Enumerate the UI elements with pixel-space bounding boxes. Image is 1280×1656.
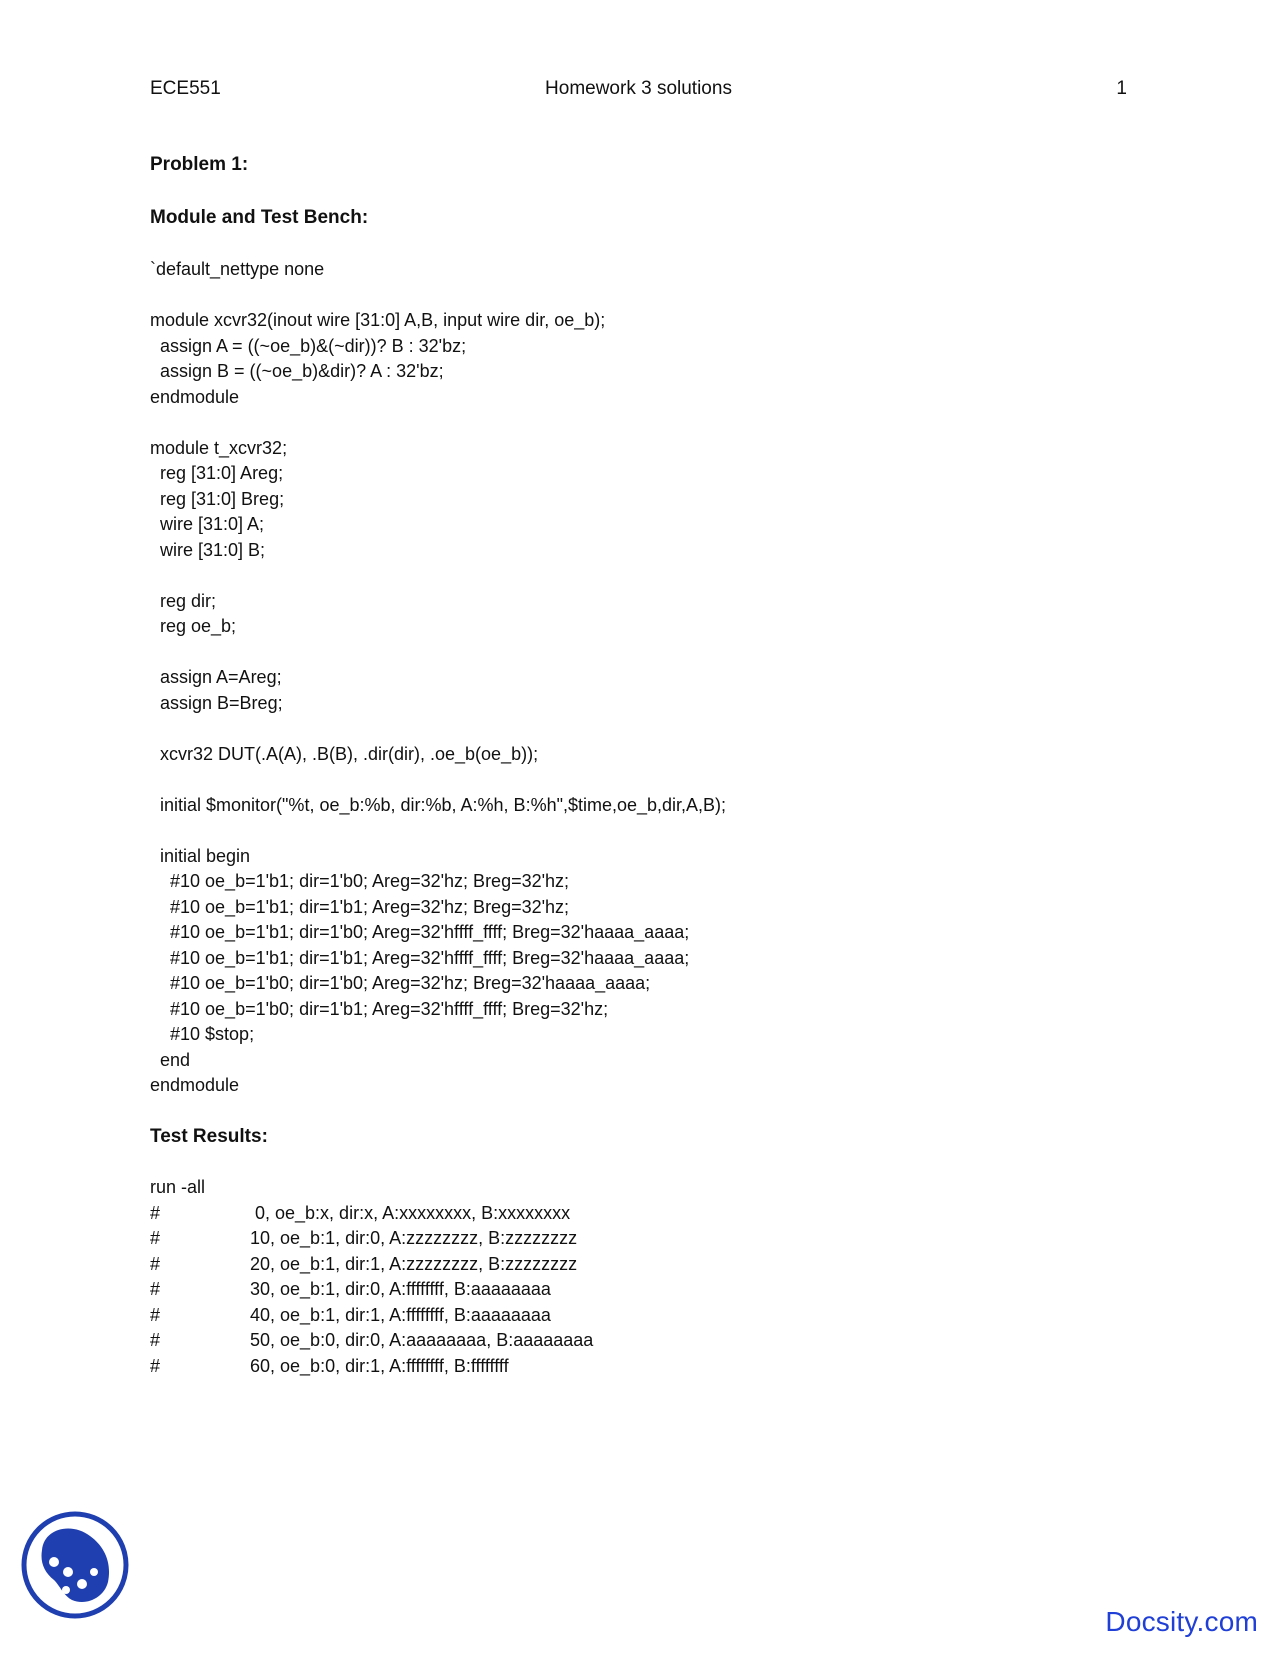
code-line — [150, 283, 1150, 309]
code-line: assign A = ((~oe_b)&(~dir))? B : 32'bz; — [150, 335, 467, 356]
code-line: module t_xcvr32; — [150, 437, 288, 458]
course-code: ECE551 — [150, 78, 221, 99]
result-text: 30, oe_b:1, dir:0, A:ffffffff, B:aaaaaaaa — [250, 1279, 551, 1299]
result-hash: # — [150, 1355, 161, 1376]
code-line: reg [31:0] Areg; — [150, 463, 284, 483]
result-hash: # — [150, 1228, 161, 1248]
result-text: 40, oe_b:1, dir:1, A:ffffffff, B:aaaaaaaa — [250, 1304, 551, 1325]
result-hash: # — [150, 1279, 161, 1299]
run-command: run -all — [150, 1177, 206, 1197]
code-block — [150, 257, 1150, 1099]
result-hash: # — [150, 1304, 161, 1325]
result-text: 50, oe_b:0, dir:0, A:aaaaaaaa, B:aaaaaaaa — [250, 1330, 594, 1350]
code-line: end — [150, 1049, 191, 1070]
code-line: reg oe_b; — [150, 616, 237, 636]
problem-heading: Problem 1: — [150, 154, 249, 175]
docsity-brand-link[interactable]: Docsity.com — [1105, 1606, 1258, 1637]
results-block — [150, 1175, 1150, 1379]
result-row — [150, 1303, 1150, 1329]
code-line: #10 oe_b=1'b1; dir=1'b1; Areg=32'hz; Breg=32'hz; — [150, 896, 570, 917]
code-line: initial $monitor("%t, oe_b:%b, dir:%b, A:%h, B:%h",$time,oe_b,dir,A,B); — [150, 794, 727, 815]
code-line — [150, 410, 1150, 436]
result-row — [150, 1277, 1150, 1303]
result-hash: # — [150, 1202, 161, 1223]
code-line: #10 oe_b=1'b0; dir=1'b1; Areg=32'hffff_ffff; Breg=32'hz; — [150, 998, 609, 1019]
code-line: wire [31:0] A; — [150, 514, 265, 534]
result-text: 0, oe_b:x, dir:x, A:xxxxxxxx, B:xxxxxxxx — [250, 1202, 571, 1223]
code-line: #10 $stop; — [150, 1024, 255, 1044]
code-line: wire [31:0] B; — [150, 539, 266, 560]
result-text: 20, oe_b:1, dir:1, A:zzzzzzzz, B:zzzzzzzz — [250, 1253, 578, 1274]
code-line — [150, 563, 1150, 589]
code-line: assign B=Breg; — [150, 692, 283, 713]
document-title: Homework 3 solutions — [545, 78, 732, 99]
result-hash: # — [150, 1330, 161, 1350]
result-row — [150, 1201, 1150, 1227]
logo-graphic — [20, 1510, 130, 1620]
code-line — [150, 767, 1150, 793]
result-row — [150, 1252, 1150, 1278]
result-text: 60, oe_b:0, dir:1, A:ffffffff, B:ffffffff — [250, 1355, 509, 1376]
code-line: endmodule — [150, 1075, 240, 1095]
code-line — [150, 640, 1150, 666]
code-line: initial begin — [150, 845, 251, 866]
module-heading: Module and Test Bench: — [150, 206, 369, 228]
result-row — [150, 1226, 1150, 1252]
code-line: #10 oe_b=1'b1; dir=1'b0; Areg=32'hffff_ffff; Breg=32'haaaa_aaaa; — [150, 922, 690, 942]
result-text: 10, oe_b:1, dir:0, A:zzzzzzzz, B:zzzzzzzz — [250, 1228, 578, 1248]
code-line: assign B = ((~oe_b)&dir)? A : 32'bz; — [150, 361, 444, 381]
result-row — [150, 1328, 1150, 1354]
code-line: #10 oe_b=1'b0; dir=1'b0; Areg=32'hz; Breg=32'haaaa_aaaa; — [150, 973, 651, 993]
page-header — [150, 76, 1127, 102]
code-line: assign A=Areg; — [150, 667, 282, 687]
code-line: reg dir; — [150, 590, 217, 611]
document-body — [150, 152, 1150, 1379]
code-line: #10 oe_b=1'b1; dir=1'b1; Areg=32'hffff_ffff; Breg=32'haaaa_aaaa; — [150, 947, 690, 968]
code-line — [150, 818, 1150, 844]
code-line: `default_nettype none — [150, 259, 325, 279]
code-line: endmodule — [150, 386, 240, 407]
code-line — [150, 716, 1150, 742]
docsity-logo-icon[interactable] — [20, 1510, 130, 1620]
code-line: xcvr32 DUT(.A(A), .B(B), .dir(dir), .oe_b(oe_b)); — [150, 743, 539, 764]
page-number: 1 — [1116, 78, 1127, 99]
code-line: #10 oe_b=1'b1; dir=1'b0; Areg=32'hz; Breg=32'hz; — [150, 871, 570, 891]
result-row — [150, 1354, 1150, 1380]
code-line: reg [31:0] Breg; — [150, 488, 285, 509]
results-heading: Test Results: — [150, 1126, 268, 1147]
code-line: module xcvr32(inout wire [31:0] A,B, input wire dir, oe_b); — [150, 310, 606, 330]
result-hash: # — [150, 1253, 161, 1274]
